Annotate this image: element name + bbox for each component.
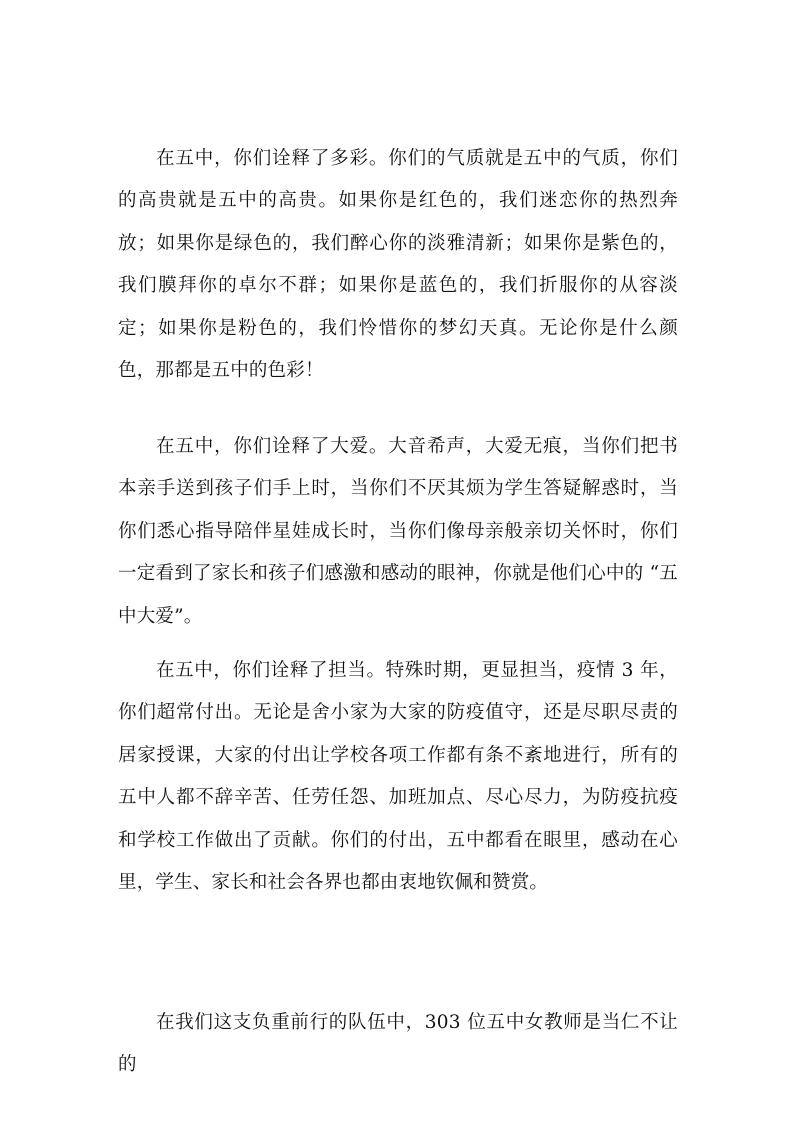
- paragraph-female-teachers: 在我们这支负重前行的队伍中，303 位五中女教师是当仁不让的: [118, 1012, 678, 1076]
- paragraph-responsibility: 在五中，你们诠释了担当。特殊时期，更显担当，疫情 3 年，你们超常付出。无论是舍小家为大家的防疫值守，还是尽职尽责的居家授课，大家的付出让学校各项工作都有条不紊地进行，所有的五中人都不辞辛苦、任劳任怨、加班加点、尽心尽力，为防疫抗疫和学校工作做出了贡献。你们的付出，五中都看在眼里，感动在心里，学生、家长和社会各界也都由衷地钦佩和赞赏。: [118, 660, 678, 894]
- paragraph-colorful: 在五中，你们诠释了多彩。你们的气质就是五中的气质，你们的高贵就是五中的高贵。如果你是红色的，我们迷恋你的热烈奔放；如果你是绿色的，我们醉心你的淡雅清新；如果你是紫色的，我们膜拜你的卓尔不群；如果你是蓝色的，我们折服你的从容淡定；如果你是粉色的，我们怜惜你的梦幻天真。无论你是什么颜色，那都是五中的色彩！: [118, 148, 678, 382]
- paragraph-great-love: 在五中，你们诠释了大爱。大音希声，大爱无痕，当你们把书本亲手送到孩子们手上时，当你们不厌其烦为学生答疑解惑时，当你们悉心指导陪伴星娃成长时，当你们像母亲般亲切关怀时，你们一定看到了家长和孩子们感激和感动的眼神，你就是他们心中的 “五中大爱”。: [118, 436, 678, 627]
